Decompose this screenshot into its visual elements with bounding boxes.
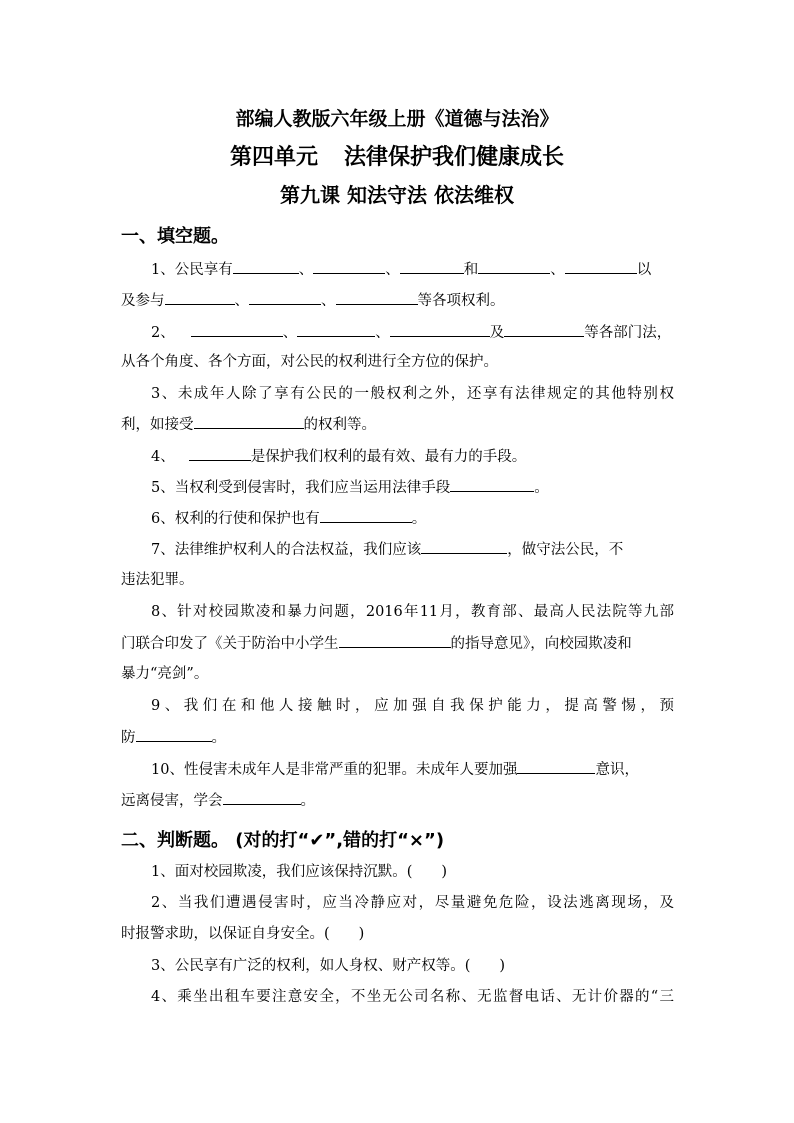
q1-line2: 及参与 、 、 等各项权利。 <box>121 290 505 311</box>
blank[interactable] <box>400 259 464 274</box>
blank[interactable] <box>233 259 299 274</box>
q5: 5、当权利受到侵害时，我们应当运用法律手段 。 <box>151 477 549 498</box>
blank[interactable] <box>189 446 251 461</box>
q8-line3: 暴力“亮剑”。 <box>121 666 209 682</box>
blank[interactable] <box>249 290 321 305</box>
blank[interactable] <box>478 259 550 274</box>
unit-title <box>0 140 794 171</box>
tf-q4-line1: 4、乘坐出租车要注意安全，不坐无公司名称、无监督电话、无计价器的“三 <box>151 989 674 1005</box>
blank[interactable] <box>339 633 451 648</box>
q4: 4、 是保护我们权利的最有效、最有力的手段。 <box>151 446 526 467</box>
document-title: 部编人教版六年级上册《道德与法治》 <box>235 108 559 130</box>
unit-number: 第四单元 <box>229 145 318 170</box>
tf-q1: 1、面对校园欺凌，我们应该保持沉默。( ) <box>151 864 448 880</box>
blank[interactable] <box>223 790 301 805</box>
q6: 6、权利的行使和保护也有 。 <box>151 508 426 529</box>
section-heading-fill-blank: 一、填空题。 <box>121 226 229 247</box>
blank[interactable] <box>565 259 637 274</box>
q10-line2: 远离侵害，学会 。 <box>121 790 315 811</box>
unit-name: 法律保护我们健康成长 <box>344 145 565 170</box>
blank[interactable] <box>165 290 235 305</box>
tf-q3: 3、公民享有广泛的权利，如人身权、财产权等。( ) <box>151 958 506 974</box>
blank[interactable] <box>297 322 375 337</box>
blank[interactable] <box>191 322 283 337</box>
blank[interactable] <box>450 477 534 492</box>
blank[interactable] <box>313 259 385 274</box>
blank[interactable] <box>504 322 584 337</box>
section-heading-true-false: 二、判断题。 (对的打“✔”,错的打“×”) <box>121 830 445 851</box>
q2-line1: 2、 、 、 及 等各部门法， <box>151 322 671 343</box>
q7-line2: 违法犯罪。 <box>121 572 194 588</box>
blank[interactable] <box>194 414 304 429</box>
q8-line2: 门联合印发了《关于防治中小学生 的指导意见》，向校园欺凌和 <box>121 633 632 654</box>
blank[interactable] <box>517 759 595 774</box>
q8-line1: 8、针对校园欺凌和暴力问题，2016年11月，教育部、最高人民法院等九部 <box>151 604 674 620</box>
blank[interactable] <box>320 508 412 523</box>
tf-q2-line2: 时报警求助，以保证自身安全。( ) <box>121 926 365 942</box>
blank[interactable] <box>421 539 507 554</box>
lesson-title: 第九课 知法守法 依法维权 <box>280 183 514 207</box>
tf-q2-line1: 2、当我们遭遇侵害时，应当冷静应对，尽量避免危险，设法逃离现场，及 <box>151 895 674 911</box>
q9-line2: 防 。 <box>121 727 226 748</box>
q1-line1: 1、公民享有 、 、 和 、 以 <box>151 259 651 280</box>
blank[interactable] <box>136 727 212 742</box>
blank[interactable] <box>336 290 418 305</box>
q2-line2: 从各个角度、各个方面，对公民的权利进行全方位的保护。 <box>121 354 498 370</box>
q3-line2: 利，如接受 的权利等。 <box>121 414 376 435</box>
q9-line1: 9、我们在和他人接触时，应加强自我保护能力，提高警惕，预 <box>151 698 674 714</box>
q7-line1: 7、法律维护权利人的合法权益，我们应该 ，做守法公民，不 <box>151 539 623 560</box>
q3-line1: 3、未成年人除了享有公民的一般权利之外，还享有法律规定的其他特别权 <box>151 386 674 402</box>
blank[interactable] <box>390 322 490 337</box>
q10-line1: 10、性侵害未成年人是非常严重的犯罪。未成年人要加强 意识， <box>151 759 639 780</box>
